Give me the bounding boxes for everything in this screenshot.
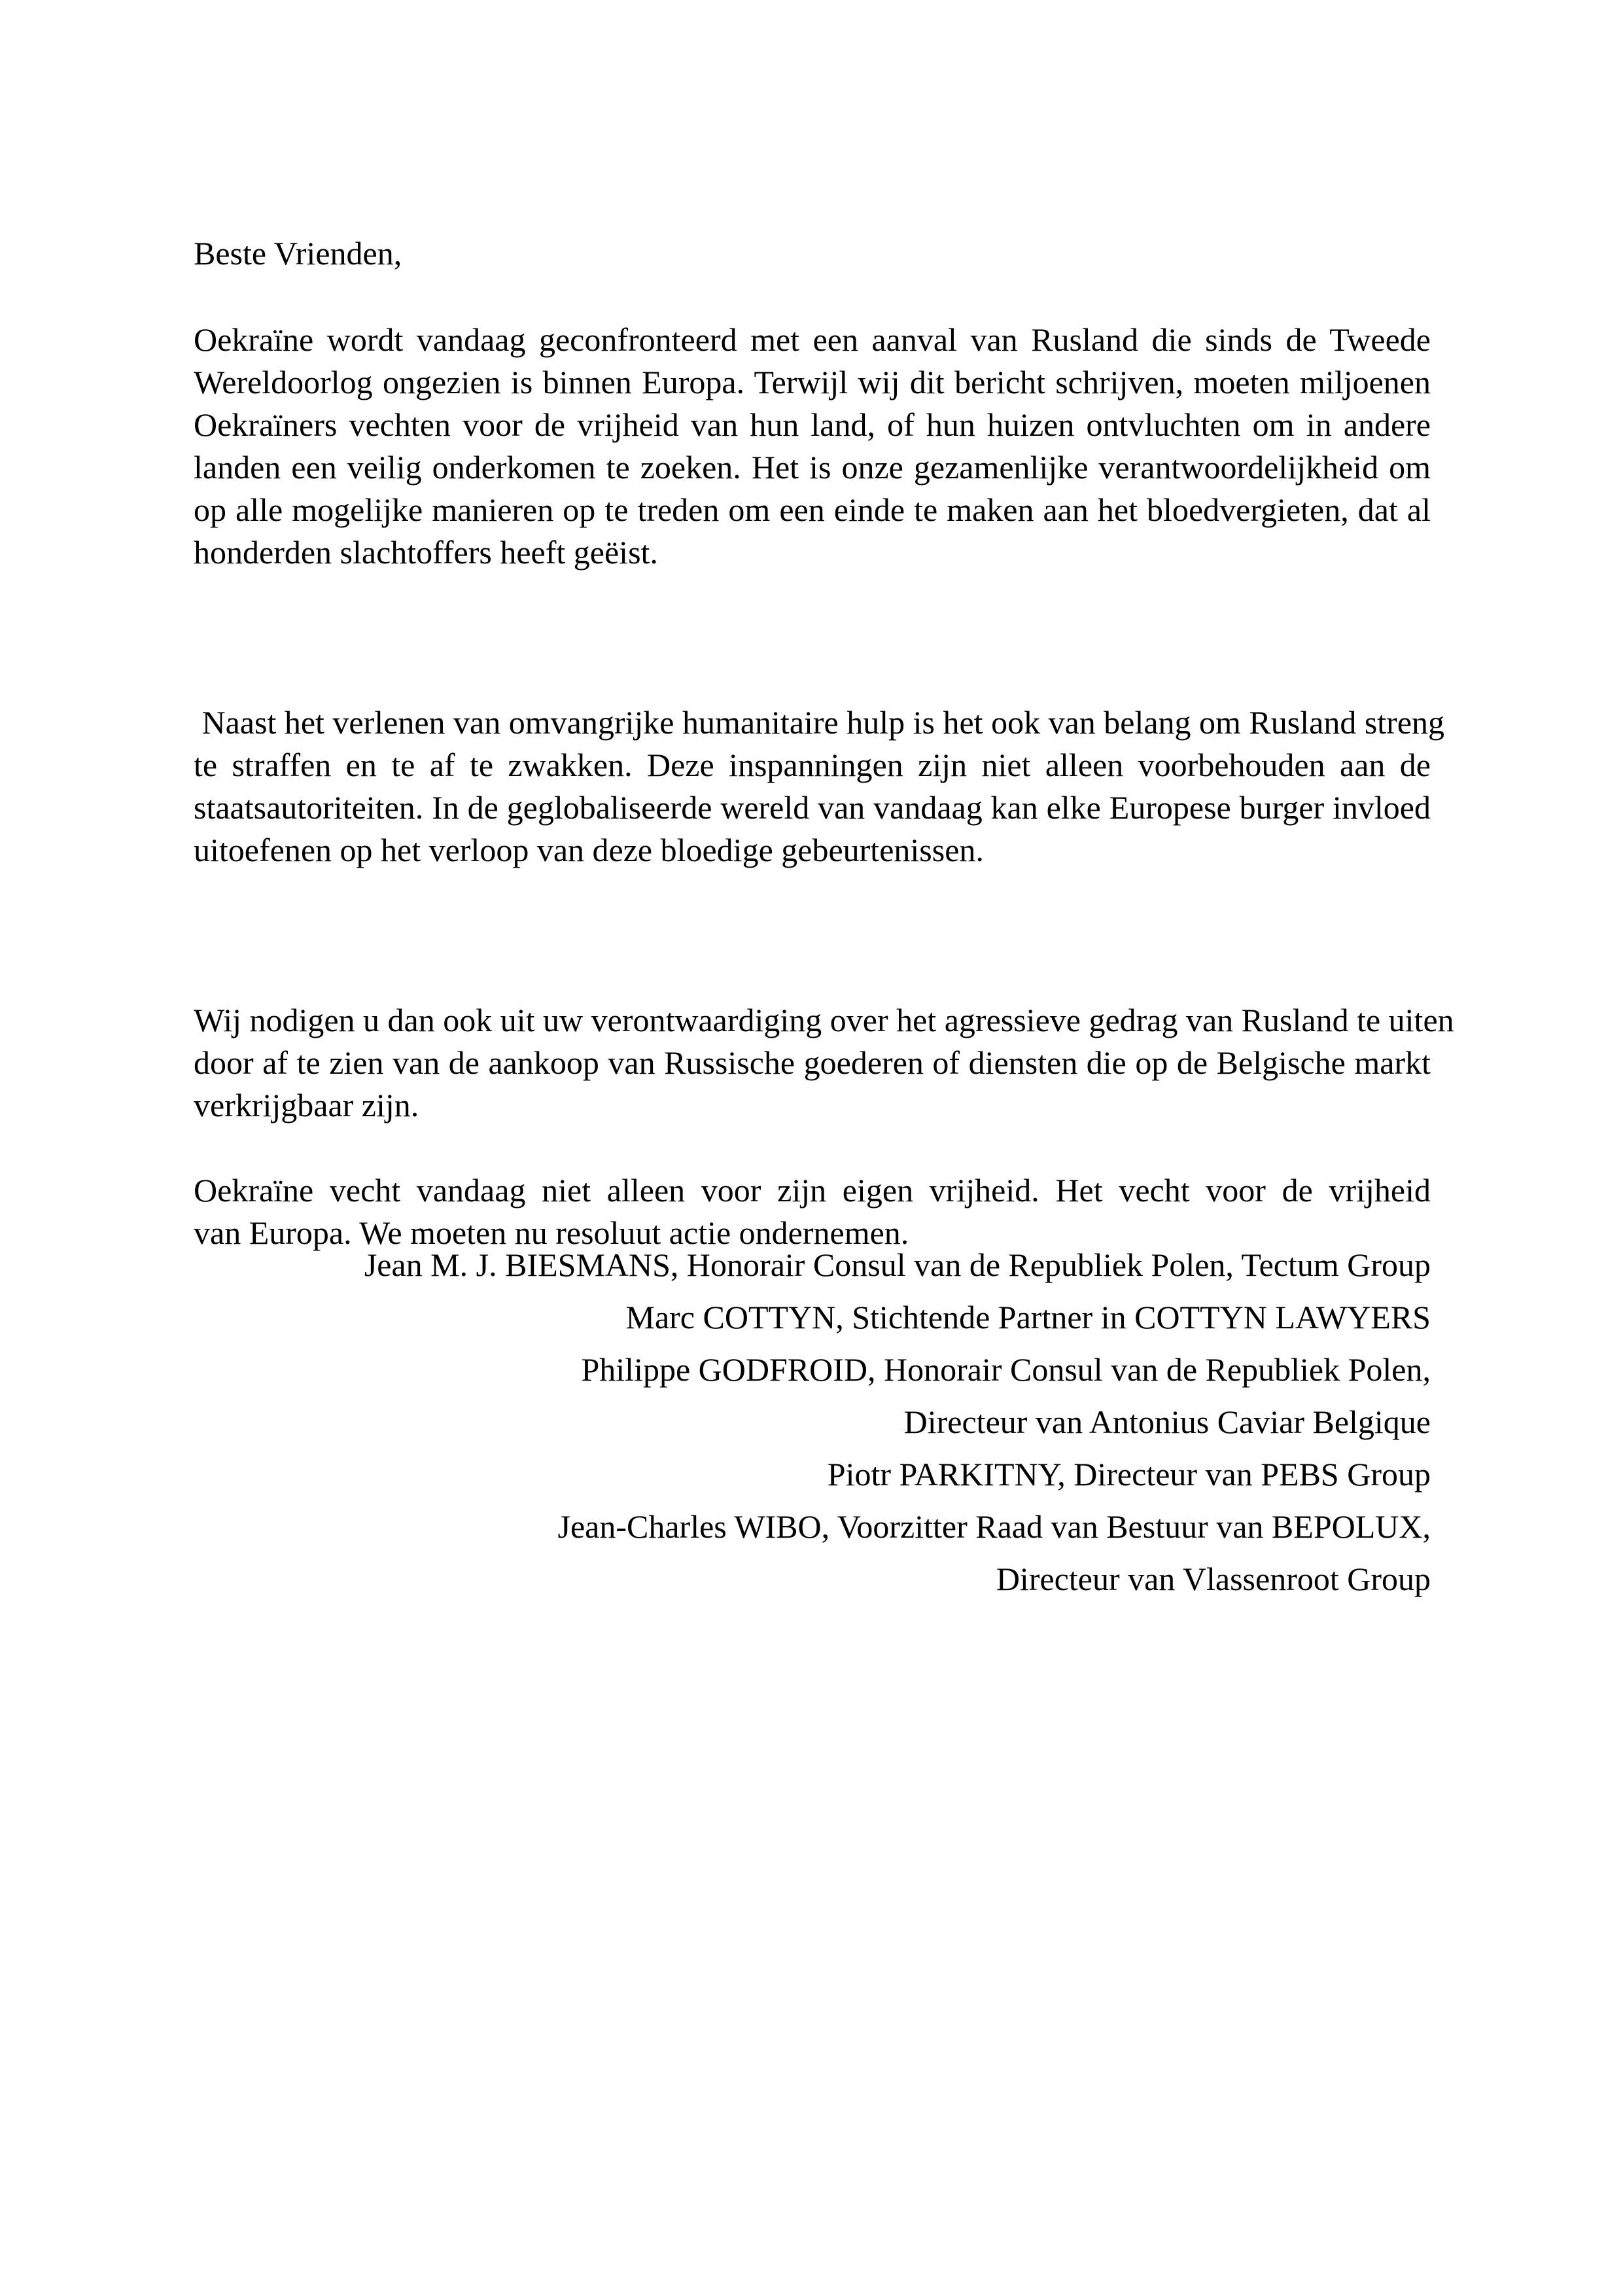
paragraph-line: Wij nodigen u dan ook uit uw verontwaardiging over het agressieve gedrag van Rusland te uiten xyxy=(194,1002,1454,1038)
signatory-line: Piotr PARKITNY, Directeur van PEBS Group xyxy=(827,1456,1431,1492)
letter-body xyxy=(194,319,1454,1297)
greeting: Beste Vrienden, xyxy=(194,235,402,272)
paragraph-1 xyxy=(194,319,1431,574)
signatory-line: Directeur van Vlassenroot Group xyxy=(996,1561,1431,1597)
paragraph-3 xyxy=(194,999,1454,1127)
paragraph-line: honderden slachtoffers heeft geëist. xyxy=(194,534,658,571)
paragraph-line: staatsautoriteiten. In de geglobaliseerde wereld van vandaag kan elke Europese burger invloed xyxy=(194,789,1431,826)
paragraph-line: uitoefenen op het verloop van deze bloedige gebeurtenissen. xyxy=(194,832,984,868)
signature-block xyxy=(194,1239,1431,1605)
signatory-line: Philippe GODFROID, Honorair Consul van de Republiek Polen, xyxy=(581,1351,1431,1388)
paragraph-line: Wereldoorlog ongezien is binnen Europa. Terwijl wij dit bericht schrijven, moeten miljoenen xyxy=(194,364,1431,400)
paragraph-2 xyxy=(194,616,1445,957)
paragraph-line: Oekraïne vecht vandaag niet alleen voor zijn eigen vrijheid. Het vecht voor de vrijheid xyxy=(194,1172,1431,1209)
paragraph-line: Oekraïners vechten voor de vrijheid van hun land, of hun huizen ontvluchten om in andere xyxy=(194,406,1431,443)
paragraph-line: verkrijgbaar zijn. xyxy=(194,1087,419,1123)
paragraph-line: Oekraïne wordt vandaag geconfronteerd met een aanval van Rusland die sinds de Tweede xyxy=(194,321,1431,358)
paragraph-line: van Europa. We moeten nu resoluut actie ondernemen. xyxy=(194,1214,909,1251)
signatory-line: Jean M. J. BIESMANS, Honorair Consul van de Republiek Polen, Tectum Group xyxy=(364,1246,1431,1283)
signatory-line: Marc COTTYN, Stichtende Partner in COTTYN LAWYERS xyxy=(625,1299,1431,1335)
paragraph-line: landen een veilig onderkomen te zoeken. Het is onze gezamenlijke verantwoordelijkheid om xyxy=(194,449,1431,486)
paragraph-line: op alle mogelijke manieren op te treden om een einde te maken aan het bloedvergieten, dat al xyxy=(194,491,1431,528)
signatory-line: Directeur van Antonius Caviar Belgique xyxy=(903,1404,1431,1440)
paragraph-line: te straffen en te af te zwakken. Deze inspanningen zijn niet alleen voorbehouden aan de xyxy=(194,747,1431,783)
paragraph-line: Naast het verlenen van omvangrijke humanitaire hulp is het ook van belang om Rusland streng xyxy=(194,704,1445,741)
paragraph-line: door af te zien van de aankoop van Russische goederen of diensten die op de Belgische markt xyxy=(194,1044,1431,1081)
signatory-line: Jean-Charles WIBO, Voorzitter Raad van Bestuur van BEPOLUX, xyxy=(557,1508,1431,1545)
